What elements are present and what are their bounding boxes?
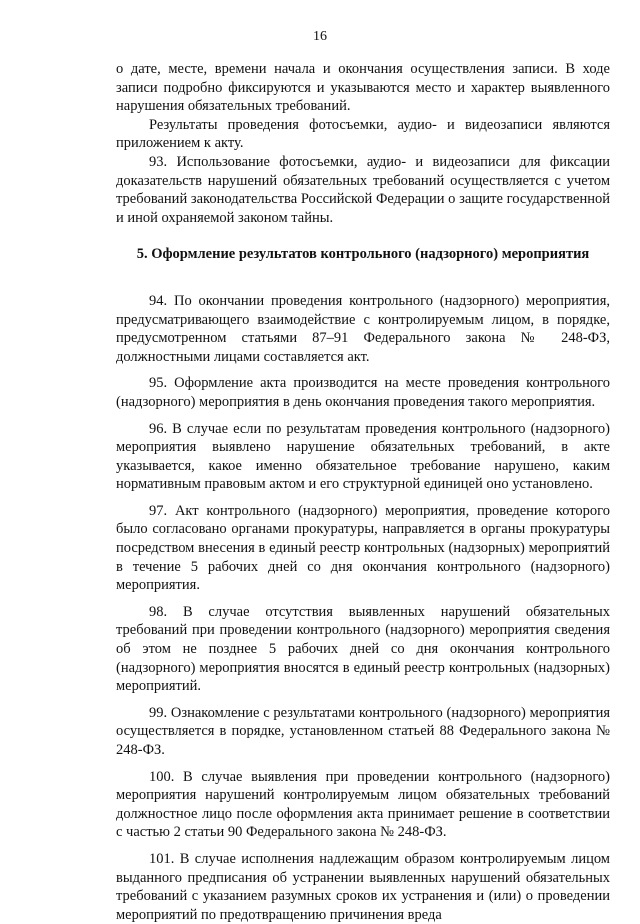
document-body: [116, 60, 610, 924]
paragraph-96: 96. В случае если по результатам проведения контрольного (надзорного) мероприятия выявлено нарушение обязательных требований, в акте указывается, какое именно обязательное требование нарушено, каким нормативным правовым актом и его структурной единицей оно установлено.: [116, 420, 610, 493]
paragraph-95: 95. Оформление акта производится на месте проведения контрольного (надзорного) мероприятия в день окончания проведения такого мероприятия.: [116, 375, 610, 410]
paragraph-93: 93. Использование фотосъемки, аудио- и видеозаписи для фиксации доказательств нарушений обязательных требований осуществляется с учетом требований законодательства Российской Федерации о защите государственной и иной охраняемой законом тайны.: [116, 153, 610, 226]
paragraph-94: 94. По окончании проведения контрольного (надзорного) мероприятия, предусматривающего взаимодействие с контролируемым лицом, в порядке, предусмотренном статьями 87–91 Федерального закона № 248-ФЗ, должностными лицами составляется акт.: [116, 292, 610, 365]
section-heading: 5. Оформление результатов контрольного (надзорного) мероприятия: [136, 246, 590, 263]
paragraph-101: 101. В случае исполнения надлежащим образом контролируемым лицом выданного предписания об устранении выявленных нарушений обязательных требований с указанием разумных сроков их устранения и (или) о проведении мероприятий по предотвращению причинения вреда: [116, 850, 610, 923]
paragraph-continuation: о дате, месте, времени начала и окончания осуществления записи. В ходе записи подробно фиксируются и указываются место и характер выявленного нарушения обязательных требований.: [116, 61, 610, 115]
paragraph-100: 100. В случае выявления при проведении контрольного (надзорного) мероприятия нарушений контролируемым лицом обязательных требований должностное лицо после оформления акта принимает решение в соответствии с частью 2 статьи 90 Федерального закона № 248-ФЗ.: [116, 768, 610, 841]
paragraph-results-attachment: Результаты проведения фотосъемки, аудио- и видеозаписи являются приложением к акту.: [116, 116, 610, 152]
paragraph-97: 97. Акт контрольного (надзорного) мероприятия, проведение которого было согласовано органами прокуратуры, направляется в органы прокуратуры посредством внесения в единый реестр контрольных (надзорных) мероприятий в течение 5 рабочих дней со дня окончания контрольного (надзорного) мероприятия.: [116, 502, 610, 594]
page-number: 16: [313, 29, 327, 44]
paragraph-98: 98. В случае отсутствия выявленных нарушений обязательных требований при проведении контрольного (надзорного) мероприятия сведения об этом не позднее 5 рабочих дней со дня окончания контрольного (надзорного) мероприятия вносятся в единый реестр контрольных (надзорных) мероприятий.: [116, 603, 610, 695]
paragraph-99: 99. Ознакомление с результатами контрольного (надзорного) мероприятия осуществляется в порядке, установленном статьей 88 Федерального закона № 248-ФЗ.: [116, 704, 610, 758]
